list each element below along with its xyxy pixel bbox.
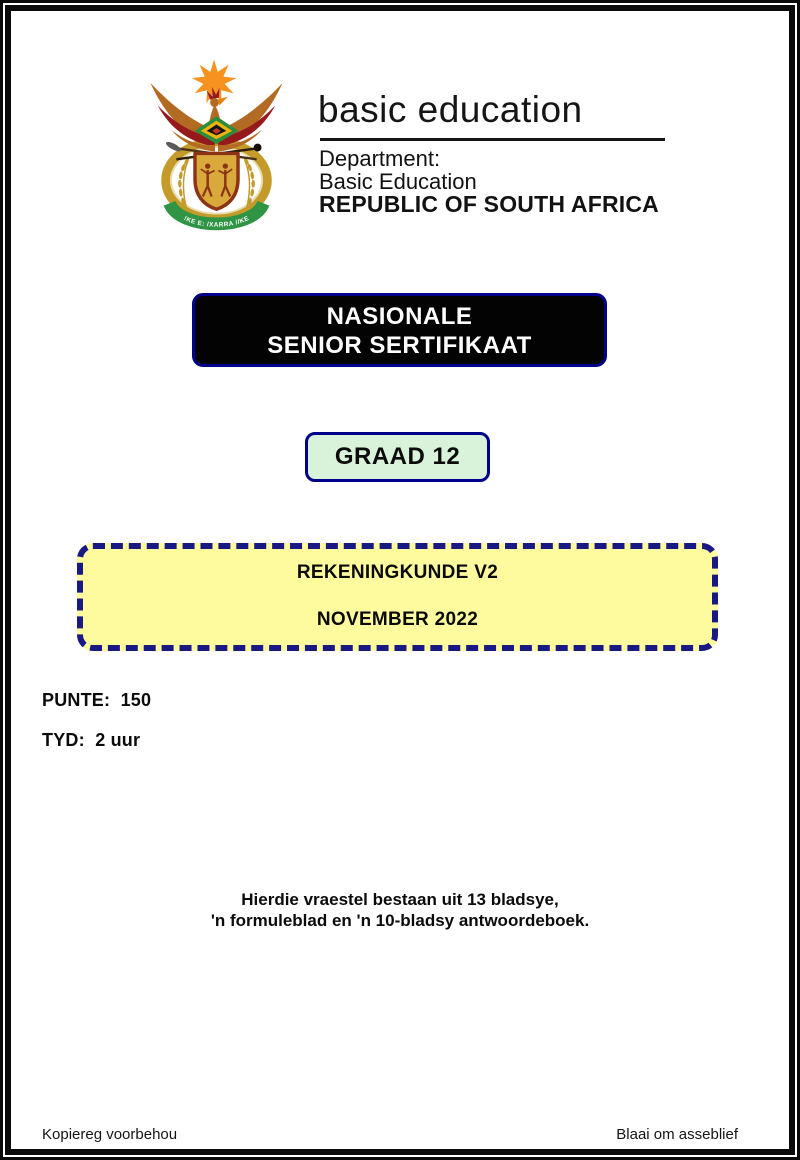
certificate-banner	[192, 293, 607, 367]
paper-note	[0, 889, 800, 931]
time-line: TYD: 2 uur	[42, 730, 141, 750]
turn-over-note: Blaai om asseblief	[616, 1126, 738, 1143]
logo-motto-text: !KE E: /XARRA //KE	[182, 215, 251, 229]
certificate-line2: SENIOR SERTIFIKAAT	[267, 332, 532, 359]
shield	[195, 153, 238, 209]
department-name: Basic Education	[319, 169, 477, 194]
marks-line: PUNTE: 150	[42, 690, 152, 710]
paper-note-line2: 'n formuleblad en 'n 10-bladsy antwoordeboek.	[210, 911, 590, 930]
department-block	[319, 147, 659, 216]
subject-session: NOVEMBER 2022	[316, 609, 479, 630]
dbe-wordmark: basic education	[318, 89, 583, 130]
wordmark-underline	[320, 138, 665, 141]
grade-badge: GRAAD 12	[305, 432, 490, 482]
paper-note-line1: Hierdie vraestel bestaan uit 13 bladsye,	[241, 890, 559, 909]
bird-head	[210, 98, 219, 107]
bird-wing-left	[150, 83, 215, 152]
country-name: REPUBLIC OF SOUTH AFRICA	[319, 191, 659, 217]
subject-box	[77, 543, 718, 651]
coat-of-arms-logo	[148, 62, 285, 238]
department-label: Department:	[319, 146, 441, 171]
coat-of-arms-svg	[148, 62, 285, 238]
bird-wing-right	[218, 83, 283, 152]
certificate-line1: NASIONALE	[326, 303, 473, 330]
subject-title: REKENINGKUNDE V2	[296, 562, 499, 583]
copyright-note: Kopiereg voorbehou	[42, 1126, 178, 1143]
